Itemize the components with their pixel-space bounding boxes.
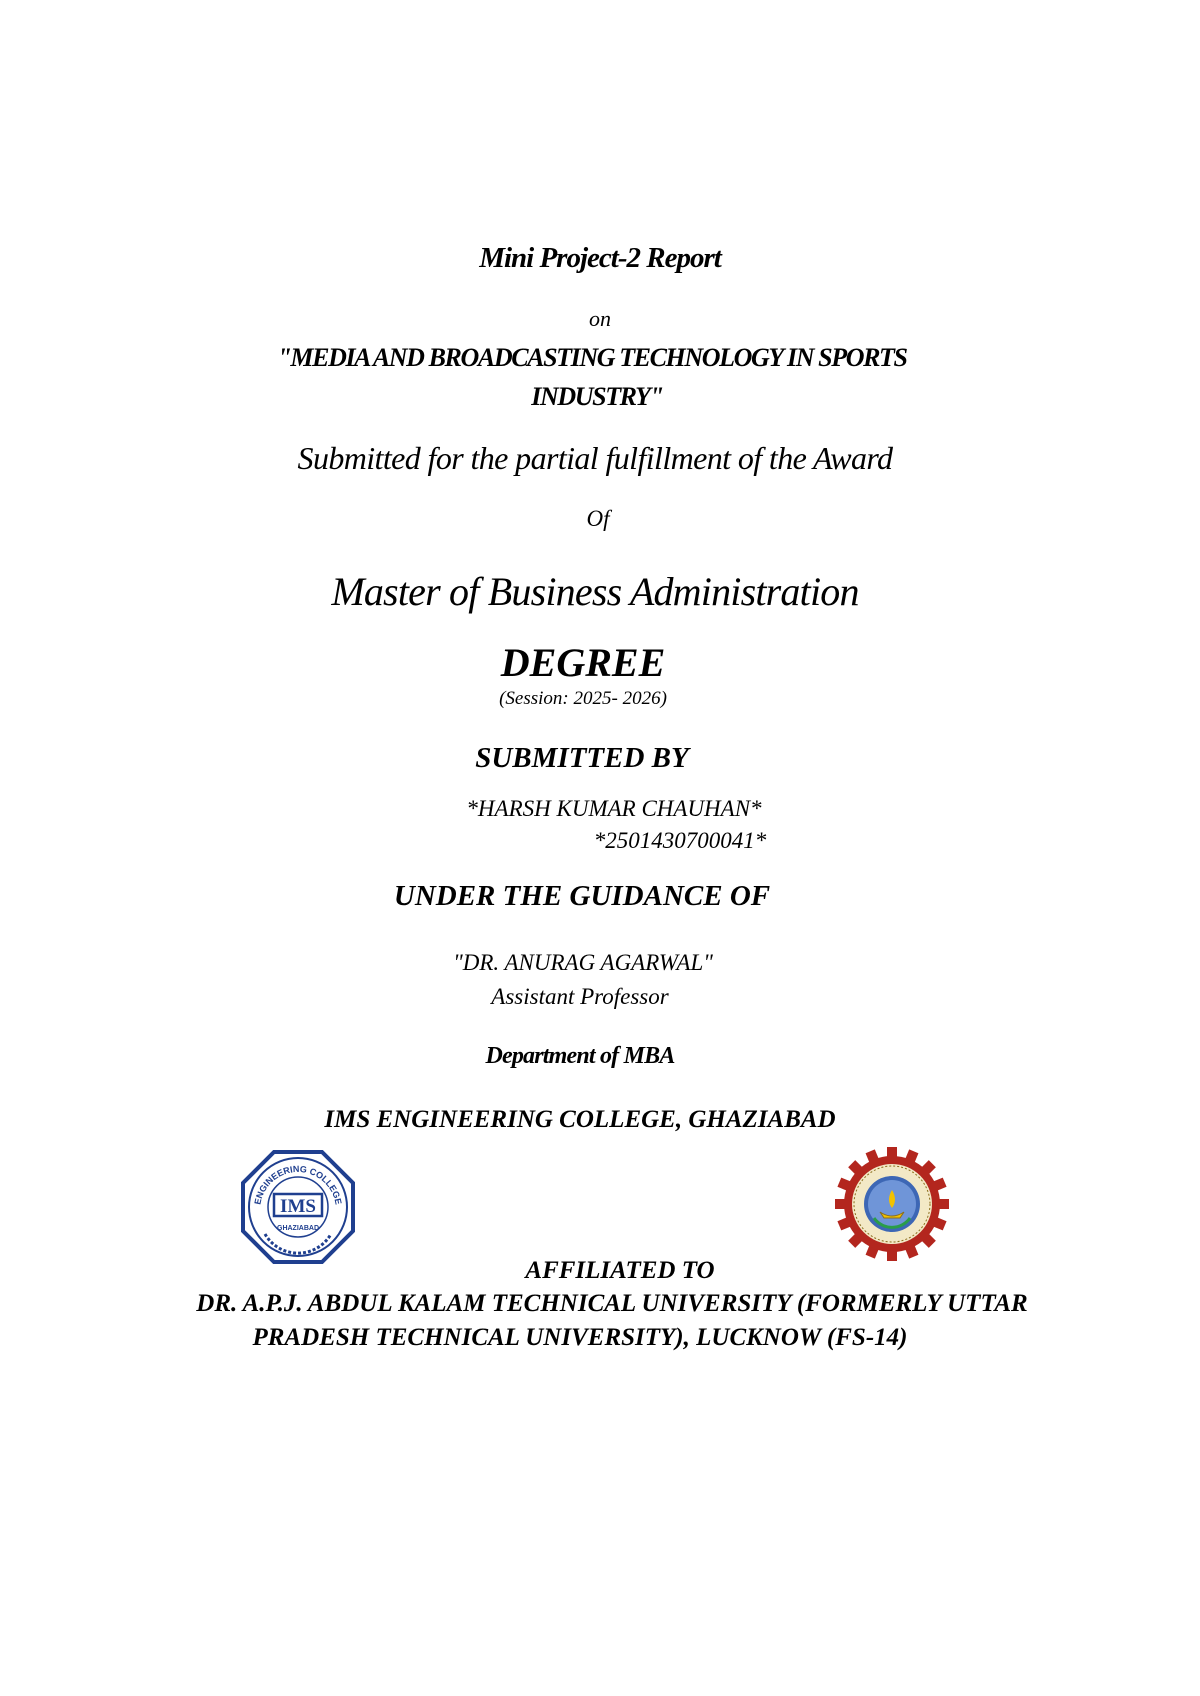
project-topic-line-1: "MEDIA AND BROADCASTING TECHNOLOGY IN SPORTS — [277, 343, 907, 372]
degree-heading: DEGREE — [500, 640, 666, 685]
project-topic-line-2: INDUSTRY" — [531, 382, 663, 411]
ims-seal-city: GHAZIABAD — [277, 1225, 319, 1232]
university-name-line-2: PRADESH TECHNICAL UNIVERSITY), LUCKNOW (FS-14) — [252, 1324, 908, 1351]
student-name: *HARSH KUMAR CHAUHAN* — [466, 796, 762, 821]
submission-purpose: Submitted for the partial fulfillment of the Award — [297, 440, 893, 476]
report-title: Mini Project-2 Report — [479, 242, 721, 274]
guide-name: "DR. ANURAG AGARWAL" — [453, 950, 713, 975]
of-text: Of — [586, 506, 610, 531]
university-name-line-1: DR. A.P.J. ABDUL KALAM TECHNICAL UNIVERSITY (FORMERLY UTTAR — [196, 1290, 1028, 1317]
degree-name: Master of Business Administration — [331, 569, 859, 614]
submitted-by-heading: SUBMITTED BY — [475, 742, 689, 774]
student-roll-number: *2501430700041* — [593, 828, 767, 853]
guide-designation: Assistant Professor — [491, 984, 669, 1009]
college-name: IMS ENGINEERING COLLEGE, GHAZIABAD — [324, 1106, 836, 1133]
ims-college-seal-icon — [241, 1150, 355, 1264]
session-text: (Session: 2025- 2026) — [499, 688, 667, 709]
affiliated-heading: AFFILIATED TO — [525, 1257, 715, 1284]
department-name: Department of MBA — [485, 1043, 675, 1069]
ims-seal-abbreviation: IMS — [280, 1196, 316, 1217]
on-text: on — [589, 306, 611, 331]
ims-seal-ring-text: ENGINEERING COLLEGE — [252, 1163, 344, 1206]
aktu-university-seal-icon — [834, 1146, 950, 1262]
guidance-heading: UNDER THE GUIDANCE OF — [393, 880, 771, 912]
